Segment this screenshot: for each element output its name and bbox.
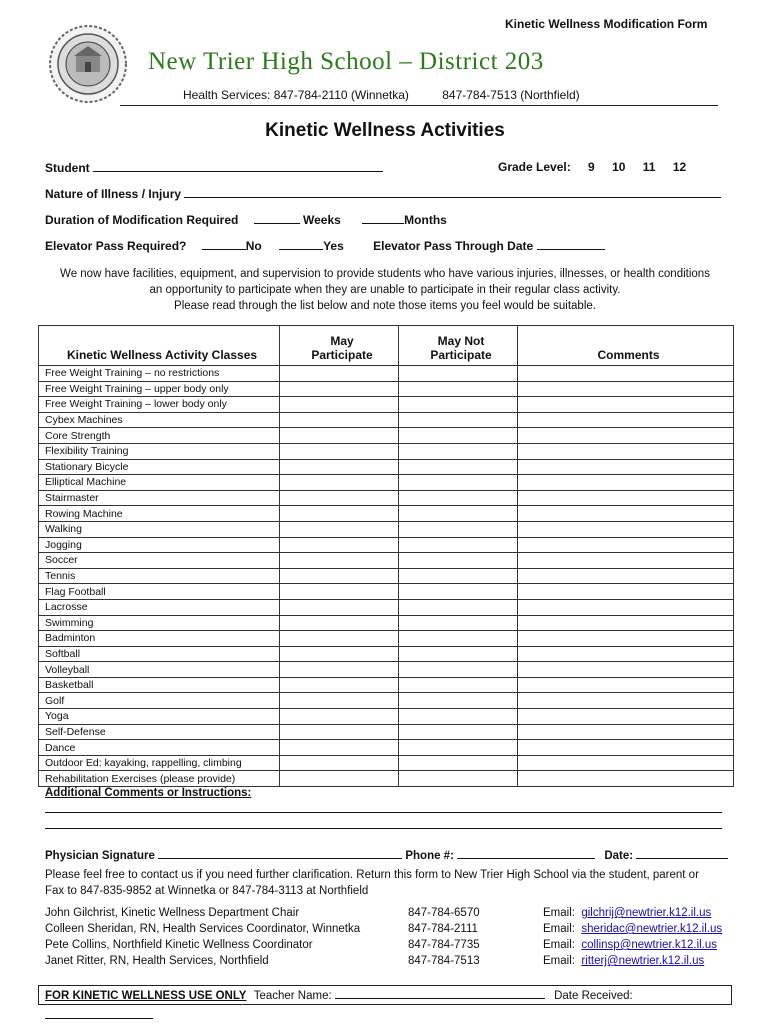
elevator-label: Elevator Pass Required? [45,239,187,253]
table-row [39,568,734,584]
table-header-row [39,326,734,366]
may-not-participate-cell[interactable] [399,724,518,740]
teacher-label: Teacher Name: [253,990,332,1002]
elevator-field [45,238,605,253]
activity-name: Outdoor Ed: kayaking, rappelling, climbing [39,755,280,771]
comment-line[interactable] [45,812,722,813]
contact-row [45,937,745,953]
comment-line[interactable] [45,828,722,829]
contact-phone: 847-784-6570 [408,907,480,919]
activity-name: Core Strength [39,428,280,444]
email-link[interactable]: sheridac@newtrier.k12.il.us [581,923,723,935]
may-participate-cell[interactable] [280,537,399,553]
grade-level [498,160,686,174]
may-not-participate-cell[interactable] [399,568,518,584]
school-seal-logo [48,24,128,104]
email-label: Email: [543,907,575,919]
contact-name: John Gilchrist, Kinetic Wellness Department Chair [45,907,300,919]
comments-cell[interactable] [518,709,734,725]
activity-name: Volleyball [39,662,280,678]
may-not-participate-cell[interactable] [399,553,518,569]
physician-label: Physician Signature [45,850,155,862]
table-row [39,615,734,631]
phone-label: Phone #: [405,850,454,862]
may-participate-cell[interactable] [280,599,399,615]
comments-cell[interactable] [518,506,734,522]
table-row [39,428,734,444]
activity-name: Golf [39,693,280,709]
comments-cell[interactable] [518,443,734,459]
may-not-participate-cell[interactable] [399,366,518,382]
comments-cell[interactable] [518,662,734,678]
signature-row [45,847,728,862]
table-row [39,724,734,740]
may-participate-cell[interactable] [280,553,399,569]
header-may-not-participate [399,326,518,366]
table-row [39,506,734,522]
comments-cell[interactable] [518,771,734,787]
date-received-label: Date Received: [554,990,633,1002]
illness-label: Nature of Illness / Injury [45,187,182,201]
comments-cell[interactable] [518,646,734,662]
activity-name: Flexibility Training [39,443,280,459]
activity-name: Lacrosse [39,599,280,615]
grade-label: Grade Level: [498,160,571,174]
contact-row [45,953,745,969]
header-may-participate [280,326,399,366]
table-row [39,709,734,725]
may-participate-cell[interactable] [280,740,399,756]
activity-name: Rowing Machine [39,506,280,522]
comments-cell[interactable] [518,677,734,693]
table-row [39,693,734,709]
phone-line[interactable] [457,847,595,859]
may-not-participate-cell[interactable] [399,475,518,491]
illness-line[interactable] [184,186,721,198]
email-label: Email: [543,955,575,967]
student-field[interactable] [45,160,383,175]
header-maynot-line1: May Not [437,334,485,348]
may-participate-cell[interactable] [280,615,399,631]
may-not-participate-cell[interactable] [399,521,518,537]
email-link[interactable]: collinsp@newtrier.k12.il.us [581,939,718,951]
grade-9[interactable]: 9 [588,160,595,174]
comments-cell[interactable] [518,724,734,740]
may-not-participate-cell[interactable] [399,599,518,615]
elevator-yes-line[interactable] [279,238,323,250]
activity-name: Dance [39,740,280,756]
grade-12[interactable]: 12 [672,160,687,174]
header-comments: Comments [518,326,734,366]
contact-email [543,937,717,953]
table-row [39,366,734,382]
may-participate-cell[interactable] [280,646,399,662]
comments-cell[interactable] [518,475,734,491]
activities-table [38,325,734,787]
table-row [39,771,734,787]
may-not-participate-cell[interactable] [399,755,518,771]
may-not-participate-cell[interactable] [399,646,518,662]
may-not-participate-cell[interactable] [399,662,518,678]
comments-cell[interactable] [518,381,734,397]
may-not-participate-cell[interactable] [399,412,518,428]
activity-name: Tennis [39,568,280,584]
comments-cell[interactable] [518,568,734,584]
table-row [39,537,734,553]
activity-name: Yoga [39,709,280,725]
activity-name: Stationary Bicycle [39,459,280,475]
comments-cell[interactable] [518,553,734,569]
table-row [39,631,734,647]
comments-cell[interactable] [518,366,734,382]
may-participate-cell[interactable] [280,631,399,647]
activity-name: Free Weight Training – lower body only [39,397,280,413]
activity-name: Walking [39,521,280,537]
activity-name: Softball [39,646,280,662]
student-line[interactable] [93,160,383,172]
activity-name: Stairmaster [39,490,280,506]
comments-cell[interactable] [518,412,734,428]
may-not-participate-cell[interactable] [399,506,518,522]
may-participate-cell[interactable] [280,381,399,397]
may-participate-cell[interactable] [280,443,399,459]
may-not-participate-cell[interactable] [399,740,518,756]
student-label: Student [45,161,90,175]
activity-name: Basketball [39,677,280,693]
may-not-participate-cell[interactable] [399,537,518,553]
contact-note [45,867,735,899]
northfield-phone: 847-784-7513 (Northfield) [442,88,580,102]
comments-cell[interactable] [518,397,734,413]
comments-cell[interactable] [518,490,734,506]
table-row [39,740,734,756]
activity-name: Cybex Machines [39,412,280,428]
header-divider [120,105,718,106]
may-participate-cell[interactable] [280,506,399,522]
contact-name: Pete Collins, Northfield Kinetic Wellness Coordinator [45,939,313,951]
activity-name: Free Weight Training – upper body only [39,381,280,397]
additional-comments-label: Additional Comments or Instructions: [45,787,252,799]
contact-name: Janet Ritter, RN, Health Services, Northfield [45,955,269,967]
may-not-participate-cell[interactable] [399,428,518,444]
activity-name: Free Weight Training – no restrictions [39,366,280,382]
may-participate-cell[interactable] [280,366,399,382]
table-row [39,475,734,491]
may-participate-cell[interactable] [280,490,399,506]
duration-field [45,212,447,227]
kw-use-only-box [38,985,732,1005]
may-participate-cell[interactable] [280,709,399,725]
header-classes: Kinetic Wellness Activity Classes [39,326,280,366]
may-not-participate-cell[interactable] [399,693,518,709]
contact-phone: 847-784-7513 [408,955,480,967]
table-row [39,553,734,569]
health-services-line [183,88,580,102]
grade-10[interactable]: 10 [612,160,626,174]
table-row [39,677,734,693]
comments-cell[interactable] [518,584,734,600]
email-label: Email: [543,923,575,935]
may-participate-cell[interactable] [280,755,399,771]
date-received-line[interactable] [45,1007,153,1019]
form-name: Kinetic Wellness Modification Form [505,17,708,31]
months-line[interactable] [362,212,404,224]
intro-line: an opportunity to participate when they are unable to participate in their regular class activity. [149,284,621,296]
may-participate-cell[interactable] [280,724,399,740]
physician-signature-line[interactable] [158,847,402,859]
grade-11[interactable]: 11 [642,160,656,174]
duration-label: Duration of Modification Required [45,213,239,227]
activity-name: Flag Football [39,584,280,600]
comments-cell[interactable] [518,428,734,444]
note-line: Please feel free to contact us if you need further clarification. Return this form to New Trier High School via the student, parent or [45,869,699,881]
contacts-list [45,905,745,969]
contact-email [543,905,711,921]
comments-cell[interactable] [518,599,734,615]
table-row [39,490,734,506]
activity-name: Soccer [39,553,280,569]
comments-cell[interactable] [518,631,734,647]
may-participate-cell[interactable] [280,662,399,678]
elevator-through-label: Elevator Pass Through Date [373,239,534,253]
may-not-participate-cell[interactable] [399,615,518,631]
may-participate-cell[interactable] [280,568,399,584]
contact-row [45,921,745,937]
table-row [39,443,734,459]
email-label: Email: [543,939,575,951]
may-not-participate-cell[interactable] [399,631,518,647]
activity-name: Swimming [39,615,280,631]
may-not-participate-cell[interactable] [399,709,518,725]
header-may-line1: May [330,334,354,348]
email-link[interactable]: ritterj@newtrier.k12.il.us [581,955,705,967]
comments-cell[interactable] [518,755,734,771]
contact-email [543,921,722,937]
date-label: Date: [604,850,634,862]
header-maynot-line2: Participate [430,348,492,362]
weeks-line[interactable] [254,212,300,224]
may-not-participate-cell[interactable] [399,381,518,397]
may-participate-cell[interactable] [280,584,399,600]
header-may-line2: Participate [311,348,373,362]
table-row [39,662,734,678]
intro-line: Please read through the list below and note those items you feel would be suitable. [174,300,596,312]
weeks-label: Weeks [303,213,341,227]
may-participate-cell[interactable] [280,521,399,537]
activity-name: Rehabilitation Exercises (please provide) [39,771,280,787]
may-not-participate-cell[interactable] [399,771,518,787]
activity-name: Jogging [39,537,280,553]
contact-phone: 847-784-2111 [408,923,478,935]
contact-row [45,905,745,921]
table-row [39,646,734,662]
table-row [39,755,734,771]
email-link[interactable]: gilchrij@newtrier.k12.il.us [581,907,712,919]
may-not-participate-cell[interactable] [399,490,518,506]
may-participate-cell[interactable] [280,428,399,444]
intro-line: We now have facilities, equipment, and supervision to provide students who have various injuries, illnesses, or health conditions [60,268,710,280]
comments-cell[interactable] [518,521,734,537]
may-not-participate-cell[interactable] [399,677,518,693]
note-line: Fax to 847-835-9852 at Winnetka or 847-784-3113 at Northfield [45,885,369,897]
date-line[interactable] [636,847,728,859]
contact-name: Colleen Sheridan, RN, Health Services Coordinator, Winnetka [45,923,361,935]
table-row [39,599,734,615]
table-row [39,521,734,537]
teacher-name-line[interactable] [335,987,545,999]
may-participate-cell[interactable] [280,475,399,491]
table-row [39,412,734,428]
table-row [39,584,734,600]
activity-name: Elliptical Machine [39,475,280,491]
comments-cell[interactable] [518,537,734,553]
may-not-participate-cell[interactable] [399,584,518,600]
winnetka-phone: Health Services: 847-784-2110 (Winnetka) [183,88,409,102]
comments-cell[interactable] [518,740,734,756]
may-participate-cell[interactable] [280,412,399,428]
table-row [39,459,734,475]
activity-name: Badminton [39,631,280,647]
school-name: New Trier High School – District 203 [148,48,544,75]
months-label: Months [404,213,447,227]
contact-email [543,953,704,969]
may-not-participate-cell[interactable] [399,397,518,413]
table-row [39,381,734,397]
page-title: Kinetic Wellness Activities [265,120,505,141]
elevator-date-line[interactable] [537,238,605,250]
may-participate-cell[interactable] [280,459,399,475]
use-only-label: FOR KINETIC WELLNESS USE ONLY [45,990,247,1002]
intro-text [30,266,740,314]
comments-cell[interactable] [518,615,734,631]
no-label: No [245,239,262,253]
may-participate-cell[interactable] [280,677,399,693]
may-participate-cell[interactable] [280,693,399,709]
illness-field[interactable] [45,186,721,201]
may-not-participate-cell[interactable] [399,459,518,475]
may-participate-cell[interactable] [280,397,399,413]
may-not-participate-cell[interactable] [399,443,518,459]
may-participate-cell[interactable] [280,771,399,787]
elevator-no-line[interactable] [202,238,246,250]
comments-cell[interactable] [518,693,734,709]
table-row [39,397,734,413]
yes-label: Yes [323,239,344,253]
activity-name: Self-Defense [39,724,280,740]
comments-cell[interactable] [518,459,734,475]
contact-phone: 847-784-7735 [408,939,480,951]
